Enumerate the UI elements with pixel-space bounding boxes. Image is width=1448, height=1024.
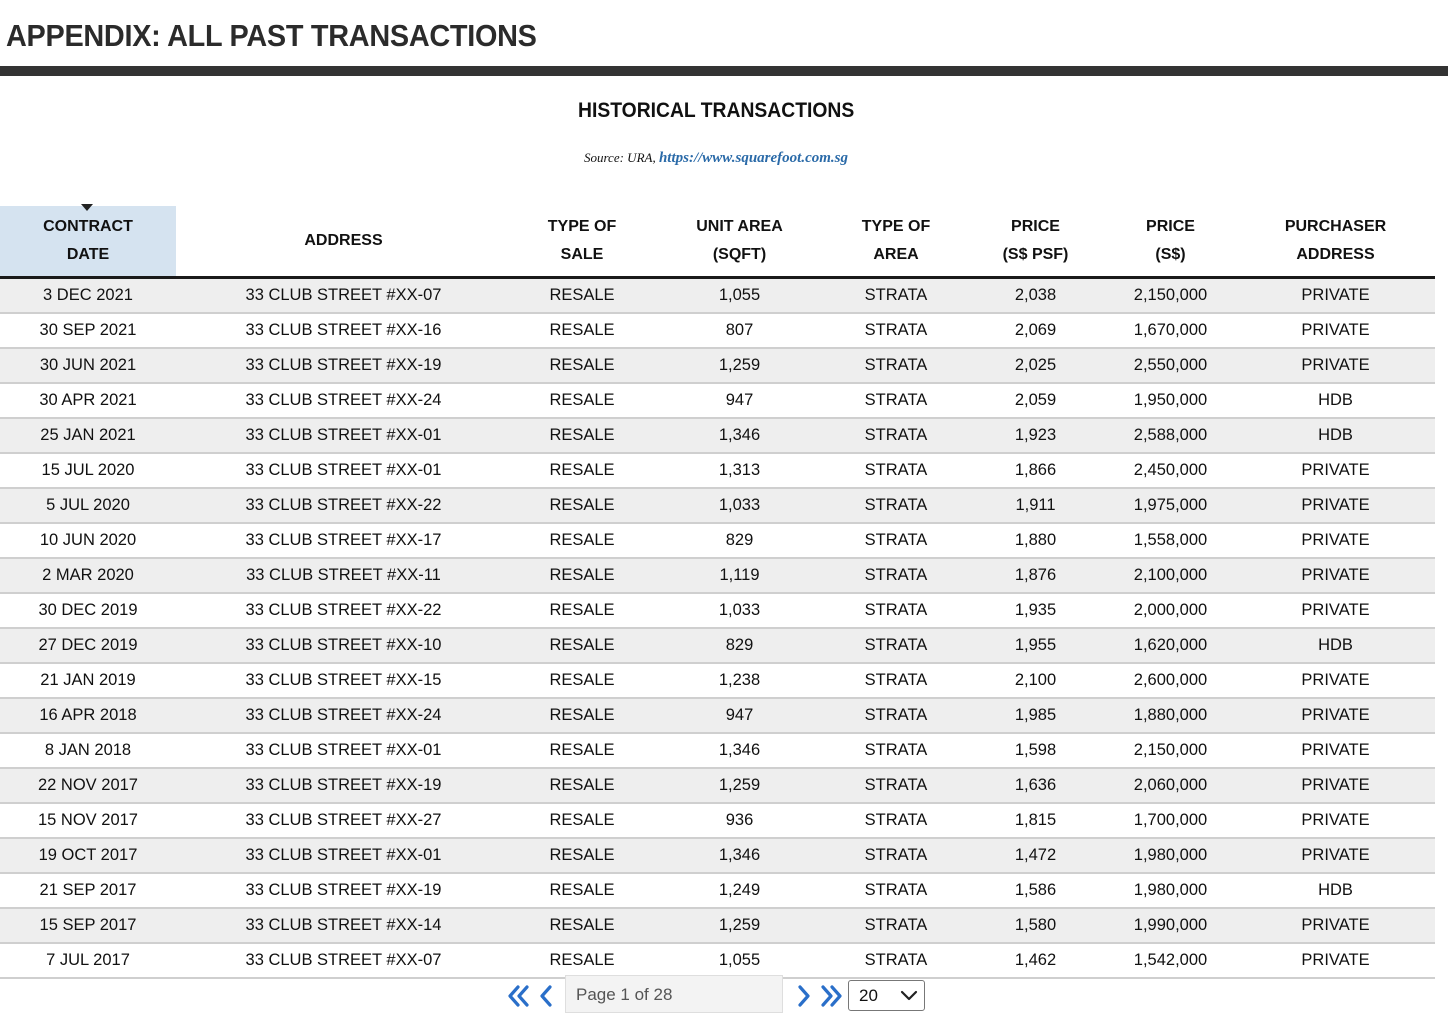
cell-purchaser-address: PRIVATE xyxy=(1236,313,1435,348)
cell-price: 1,620,000 xyxy=(1105,628,1236,663)
transactions-table xyxy=(0,206,1435,979)
cell-unit-area: 1,313 xyxy=(653,453,826,488)
chevron-left-icon xyxy=(536,983,558,1009)
cell-price-psf: 1,815 xyxy=(966,803,1105,838)
cell-price: 2,150,000 xyxy=(1105,278,1236,314)
cell-address: 33 CLUB STREET #XX-27 xyxy=(176,803,511,838)
cell-unit-area: 1,346 xyxy=(653,838,826,873)
cell-contract-date: 10 JUN 2020 xyxy=(0,523,176,558)
cell-contract-date: 7 JUL 2017 xyxy=(0,943,176,978)
chevron-down-icon xyxy=(900,989,918,1003)
cell-unit-area: 1,259 xyxy=(653,908,826,943)
cell-price-psf: 1,586 xyxy=(966,873,1105,908)
column-header-purchaser-address[interactable]: PURCHASER ADDRESS xyxy=(1236,206,1435,278)
cell-price-psf: 2,100 xyxy=(966,663,1105,698)
cell-price: 1,558,000 xyxy=(1105,523,1236,558)
cell-address: 33 CLUB STREET #XX-07 xyxy=(176,943,511,978)
cell-type-of-area: STRATA xyxy=(826,523,966,558)
cell-type-of-area: STRATA xyxy=(826,348,966,383)
sort-descending-icon xyxy=(81,204,93,211)
cell-unit-area: 1,259 xyxy=(653,348,826,383)
cell-contract-date: 15 SEP 2017 xyxy=(0,908,176,943)
cell-type-of-sale: RESALE xyxy=(511,803,653,838)
cell-type-of-sale: RESALE xyxy=(511,663,653,698)
cell-price-psf: 2,025 xyxy=(966,348,1105,383)
table-row xyxy=(0,628,1435,663)
cell-contract-date: 27 DEC 2019 xyxy=(0,628,176,663)
cell-type-of-sale: RESALE xyxy=(511,908,653,943)
table-row xyxy=(0,733,1435,768)
page-indicator-field[interactable]: Page 1 of 28 xyxy=(565,975,783,1013)
cell-contract-date: 19 OCT 2017 xyxy=(0,838,176,873)
cell-price: 2,060,000 xyxy=(1105,768,1236,803)
cell-price-psf: 1,866 xyxy=(966,453,1105,488)
cell-type-of-sale: RESALE xyxy=(511,488,653,523)
cell-unit-area: 1,055 xyxy=(653,943,826,978)
column-header-price[interactable]: PRICE (S$) xyxy=(1105,206,1236,278)
table-row xyxy=(0,383,1435,418)
cell-type-of-sale: RESALE xyxy=(511,453,653,488)
cell-contract-date: 2 MAR 2020 xyxy=(0,558,176,593)
page-title: APPENDIX: ALL PAST TRANSACTIONS xyxy=(6,18,537,53)
cell-type-of-sale: RESALE xyxy=(511,558,653,593)
table-row xyxy=(0,908,1435,943)
cell-type-of-sale: RESALE xyxy=(511,943,653,978)
cell-type-of-sale: RESALE xyxy=(511,873,653,908)
cell-purchaser-address: PRIVATE xyxy=(1236,943,1435,978)
cell-price-psf: 1,935 xyxy=(966,593,1105,628)
cell-type-of-area: STRATA xyxy=(826,873,966,908)
cell-price: 1,880,000 xyxy=(1105,698,1236,733)
cell-type-of-sale: RESALE xyxy=(511,523,653,558)
table-row xyxy=(0,873,1435,908)
cell-contract-date: 8 JAN 2018 xyxy=(0,733,176,768)
cell-type-of-sale: RESALE xyxy=(511,698,653,733)
cell-price-psf: 2,038 xyxy=(966,278,1105,314)
table-row xyxy=(0,348,1435,383)
cell-purchaser-address: PRIVATE xyxy=(1236,908,1435,943)
cell-purchaser-address: HDB xyxy=(1236,628,1435,663)
cell-price: 2,588,000 xyxy=(1105,418,1236,453)
cell-contract-date: 15 JUL 2020 xyxy=(0,453,176,488)
cell-unit-area: 947 xyxy=(653,383,826,418)
title-divider xyxy=(0,66,1448,76)
cell-address: 33 CLUB STREET #XX-19 xyxy=(176,348,511,383)
cell-address: 33 CLUB STREET #XX-01 xyxy=(176,418,511,453)
cell-address: 33 CLUB STREET #XX-19 xyxy=(176,873,511,908)
cell-address: 33 CLUB STREET #XX-19 xyxy=(176,768,511,803)
cell-contract-date: 25 JAN 2021 xyxy=(0,418,176,453)
cell-type-of-sale: RESALE xyxy=(511,383,653,418)
cell-purchaser-address: HDB xyxy=(1236,873,1435,908)
cell-price-psf: 1,955 xyxy=(966,628,1105,663)
cell-unit-area: 1,033 xyxy=(653,593,826,628)
cell-type-of-area: STRATA xyxy=(826,593,966,628)
cell-contract-date: 22 NOV 2017 xyxy=(0,768,176,803)
cell-type-of-area: STRATA xyxy=(826,698,966,733)
cell-purchaser-address: PRIVATE xyxy=(1236,453,1435,488)
table-row xyxy=(0,418,1435,453)
cell-purchaser-address: PRIVATE xyxy=(1236,838,1435,873)
cell-purchaser-address: PRIVATE xyxy=(1236,348,1435,383)
cell-address: 33 CLUB STREET #XX-15 xyxy=(176,663,511,698)
double-chevron-right-icon xyxy=(818,983,844,1009)
cell-unit-area: 947 xyxy=(653,698,826,733)
cell-address: 33 CLUB STREET #XX-24 xyxy=(176,383,511,418)
cell-price: 2,150,000 xyxy=(1105,733,1236,768)
table-row xyxy=(0,943,1435,978)
cell-contract-date: 15 NOV 2017 xyxy=(0,803,176,838)
cell-price: 2,100,000 xyxy=(1105,558,1236,593)
cell-type-of-area: STRATA xyxy=(826,383,966,418)
cell-price: 1,950,000 xyxy=(1105,383,1236,418)
cell-price-psf: 1,636 xyxy=(966,768,1105,803)
cell-type-of-sale: RESALE xyxy=(511,278,653,314)
cell-type-of-area: STRATA xyxy=(826,908,966,943)
cell-price: 1,670,000 xyxy=(1105,313,1236,348)
table-row xyxy=(0,453,1435,488)
cell-price-psf: 1,598 xyxy=(966,733,1105,768)
cell-address: 33 CLUB STREET #XX-11 xyxy=(176,558,511,593)
table-title: HISTORICAL TRANSACTIONS xyxy=(577,99,855,122)
cell-price-psf: 1,985 xyxy=(966,698,1105,733)
cell-price: 1,975,000 xyxy=(1105,488,1236,523)
cell-contract-date: 3 DEC 2021 xyxy=(0,278,176,314)
cell-unit-area: 936 xyxy=(653,803,826,838)
cell-type-of-area: STRATA xyxy=(826,733,966,768)
cell-address: 33 CLUB STREET #XX-22 xyxy=(176,593,511,628)
cell-unit-area: 829 xyxy=(653,523,826,558)
cell-contract-date: 21 JAN 2019 xyxy=(0,663,176,698)
cell-address: 33 CLUB STREET #XX-10 xyxy=(176,628,511,663)
cell-purchaser-address: PRIVATE xyxy=(1236,558,1435,593)
cell-unit-area: 1,033 xyxy=(653,488,826,523)
cell-price: 2,450,000 xyxy=(1105,453,1236,488)
cell-address: 33 CLUB STREET #XX-17 xyxy=(176,523,511,558)
cell-unit-area: 807 xyxy=(653,313,826,348)
next-page-button[interactable] xyxy=(792,983,816,1009)
cell-price: 1,980,000 xyxy=(1105,838,1236,873)
cell-type-of-sale: RESALE xyxy=(511,593,653,628)
pagination-bar xyxy=(0,975,1448,1015)
chevron-right-icon xyxy=(792,983,814,1009)
column-header-type-of-area[interactable]: TYPE OF AREA xyxy=(826,206,966,278)
table-row xyxy=(0,593,1435,628)
cell-purchaser-address: PRIVATE xyxy=(1236,523,1435,558)
cell-contract-date: 5 JUL 2020 xyxy=(0,488,176,523)
cell-type-of-sale: RESALE xyxy=(511,768,653,803)
cell-purchaser-address: PRIVATE xyxy=(1236,488,1435,523)
column-header-address[interactable]: ADDRESS xyxy=(176,206,511,278)
cell-purchaser-address: PRIVATE xyxy=(1236,278,1435,314)
cell-address: 33 CLUB STREET #XX-01 xyxy=(176,838,511,873)
cell-type-of-area: STRATA xyxy=(826,453,966,488)
cell-type-of-area: STRATA xyxy=(826,488,966,523)
cell-price-psf: 1,923 xyxy=(966,418,1105,453)
cell-type-of-area: STRATA xyxy=(826,803,966,838)
column-header-contract-date[interactable]: CONTRACT DATE xyxy=(0,206,176,278)
cell-type-of-area: STRATA xyxy=(826,313,966,348)
cell-unit-area: 1,119 xyxy=(653,558,826,593)
cell-type-of-area: STRATA xyxy=(826,768,966,803)
cell-unit-area: 829 xyxy=(653,628,826,663)
cell-type-of-area: STRATA xyxy=(826,628,966,663)
cell-price-psf: 1,462 xyxy=(966,943,1105,978)
header-row xyxy=(0,206,1435,278)
source-line xyxy=(0,150,1432,167)
cell-price: 1,542,000 xyxy=(1105,943,1236,978)
source-link[interactable]: https://www.squarefoot.com.sg xyxy=(658,150,849,166)
table-row xyxy=(0,313,1435,348)
cell-address: 33 CLUB STREET #XX-14 xyxy=(176,908,511,943)
cell-price: 1,980,000 xyxy=(1105,873,1236,908)
cell-purchaser-address: PRIVATE xyxy=(1236,733,1435,768)
cell-purchaser-address: HDB xyxy=(1236,418,1435,453)
column-header-unit-area[interactable]: UNIT AREA (SQFT) xyxy=(653,206,826,278)
cell-address: 33 CLUB STREET #XX-07 xyxy=(176,278,511,314)
table-row xyxy=(0,663,1435,698)
cell-address: 33 CLUB STREET #XX-24 xyxy=(176,698,511,733)
cell-purchaser-address: HDB xyxy=(1236,383,1435,418)
cell-price-psf: 1,876 xyxy=(966,558,1105,593)
cell-type-of-area: STRATA xyxy=(826,663,966,698)
cell-contract-date: 30 SEP 2021 xyxy=(0,313,176,348)
cell-address: 33 CLUB STREET #XX-22 xyxy=(176,488,511,523)
cell-address: 33 CLUB STREET #XX-01 xyxy=(176,453,511,488)
last-page-button[interactable] xyxy=(818,983,842,1009)
cell-type-of-sale: RESALE xyxy=(511,733,653,768)
table-row xyxy=(0,488,1435,523)
table-body xyxy=(0,278,1435,979)
page-size-select[interactable] xyxy=(848,980,925,1011)
table-row xyxy=(0,768,1435,803)
cell-price-psf: 2,059 xyxy=(966,383,1105,418)
cell-contract-date: 30 JUN 2021 xyxy=(0,348,176,383)
cell-price: 2,000,000 xyxy=(1105,593,1236,628)
table-row xyxy=(0,278,1435,314)
source-label: Source: URA, xyxy=(583,150,656,165)
cell-price: 2,550,000 xyxy=(1105,348,1236,383)
cell-price-psf: 1,880 xyxy=(966,523,1105,558)
cell-unit-area: 1,249 xyxy=(653,873,826,908)
cell-contract-date: 21 SEP 2017 xyxy=(0,873,176,908)
cell-price-psf: 1,911 xyxy=(966,488,1105,523)
cell-type-of-sale: RESALE xyxy=(511,838,653,873)
table-row xyxy=(0,838,1435,873)
cell-purchaser-address: PRIVATE xyxy=(1236,698,1435,733)
table-row xyxy=(0,523,1435,558)
cell-price: 2,600,000 xyxy=(1105,663,1236,698)
cell-unit-area: 1,346 xyxy=(653,733,826,768)
column-header-price-psf[interactable]: PRICE (S$ PSF) xyxy=(966,206,1105,278)
cell-price: 1,700,000 xyxy=(1105,803,1236,838)
column-header-type-of-sale[interactable]: TYPE OF SALE xyxy=(511,206,653,278)
double-chevron-left-icon xyxy=(506,983,532,1009)
cell-purchaser-address: PRIVATE xyxy=(1236,803,1435,838)
cell-type-of-area: STRATA xyxy=(826,278,966,314)
cell-type-of-area: STRATA xyxy=(826,558,966,593)
prev-page-button[interactable] xyxy=(536,983,560,1009)
cell-type-of-area: STRATA xyxy=(826,838,966,873)
cell-purchaser-address: PRIVATE xyxy=(1236,593,1435,628)
cell-purchaser-address: PRIVATE xyxy=(1236,663,1435,698)
cell-price-psf: 1,580 xyxy=(966,908,1105,943)
cell-price-psf: 1,472 xyxy=(966,838,1105,873)
cell-type-of-sale: RESALE xyxy=(511,348,653,383)
cell-contract-date: 30 APR 2021 xyxy=(0,383,176,418)
page-size-value: 20 xyxy=(859,986,878,1005)
cell-type-of-area: STRATA xyxy=(826,418,966,453)
cell-unit-area: 1,346 xyxy=(653,418,826,453)
cell-price: 1,990,000 xyxy=(1105,908,1236,943)
cell-contract-date: 16 APR 2018 xyxy=(0,698,176,733)
cell-unit-area: 1,238 xyxy=(653,663,826,698)
table-row xyxy=(0,803,1435,838)
cell-address: 33 CLUB STREET #XX-16 xyxy=(176,313,511,348)
cell-address: 33 CLUB STREET #XX-01 xyxy=(176,733,511,768)
table-row xyxy=(0,698,1435,733)
cell-unit-area: 1,055 xyxy=(653,278,826,314)
cell-contract-date: 30 DEC 2019 xyxy=(0,593,176,628)
cell-type-of-sale: RESALE xyxy=(511,313,653,348)
cell-type-of-area: STRATA xyxy=(826,943,966,978)
cell-price-psf: 2,069 xyxy=(966,313,1105,348)
first-page-button[interactable] xyxy=(506,983,530,1009)
cell-unit-area: 1,259 xyxy=(653,768,826,803)
cell-type-of-sale: RESALE xyxy=(511,628,653,663)
table-row xyxy=(0,558,1435,593)
cell-purchaser-address: PRIVATE xyxy=(1236,768,1435,803)
cell-type-of-sale: RESALE xyxy=(511,418,653,453)
